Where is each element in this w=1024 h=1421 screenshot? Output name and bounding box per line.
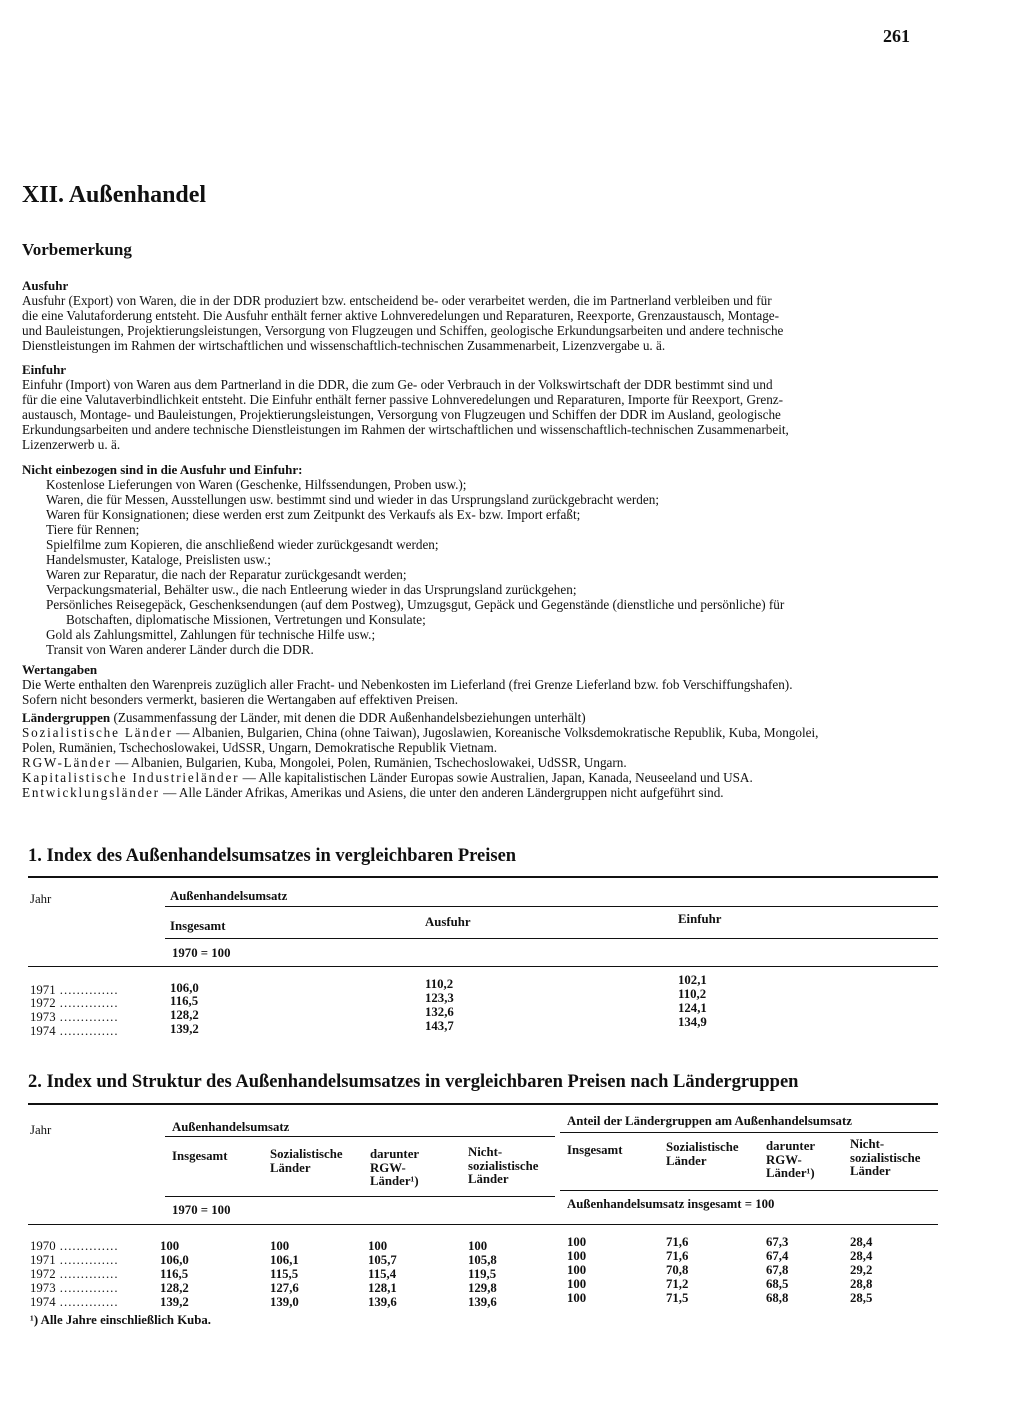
table2-header-anteil: Anteil der Ländergruppen am Außenhandelsumsatz (567, 1114, 852, 1128)
table1-header-ausfuhr: Ausfuhr (425, 915, 471, 929)
group-text: — Albanien, Bulgarien, Kuba, Mongolei, Polen, Rumänien, Tschechoslowakei, UdSSR, Ungarn. (111, 755, 627, 770)
table2-base2: Außenhandelsumsatz insgesamt = 100 (567, 1197, 775, 1211)
t2-cell-a: 106,0 (160, 1253, 189, 1267)
table1-rule (165, 938, 938, 939)
group-text: — Alle Länder Afrikas, Amerikas und Asiens, die unter den anderen Ländergruppen nicht aufgeführt sind. (159, 785, 724, 800)
t2-cell-g: 68,8 (766, 1291, 789, 1305)
laender-group (22, 740, 937, 755)
t2-cell-g: 67,8 (766, 1263, 789, 1277)
table2-base1: 1970 = 100 (172, 1203, 231, 1217)
table2-header-rgw2: darunter RGW- Länder¹) (766, 1139, 816, 1180)
ausfuhr-heading: Ausfuhr (22, 278, 69, 293)
table2-header-nicht2: Nicht- sozialistische Länder (850, 1137, 921, 1178)
year: 1974 (30, 1024, 56, 1038)
table2-header-insg2: Insgesamt (567, 1143, 623, 1157)
table2-header-insg: Insgesamt (172, 1149, 228, 1163)
wert-heading: Wertangaben (22, 662, 98, 677)
t2-cell-g: 67,4 (766, 1249, 789, 1263)
table1-rule (28, 966, 938, 967)
table1-base: 1970 = 100 (172, 946, 231, 960)
t1-ein: 134,9 (678, 1015, 707, 1029)
t2-cell-b: 100 (270, 1239, 290, 1253)
group-name: Sozialistische Länder (22, 725, 173, 740)
ausfuhr-line: und Bauleistungen, Projektierungsleistungen, Versorgung von Flugzeugen und Schiffen, geologische Erkundungsarbeiten und andere technische (22, 323, 784, 338)
table1-top-rule (28, 876, 938, 878)
group-name: RGW-Länder (22, 755, 112, 770)
table2-header-umsatz: Außenhandelsumsatz (172, 1120, 290, 1134)
nicht-item: Waren für Konsignationen; diese werden erst zum Zeitpunkt des Verkaufs als Ex- bzw. Import erfaßt; (46, 507, 581, 522)
einfuhr-line: Lizenzerwerb u. ä. (22, 437, 121, 452)
t2-cell-h: 28,8 (850, 1277, 873, 1291)
t2-cell-c: 128,1 (368, 1281, 397, 1295)
t2-cell-e: 100 (567, 1277, 587, 1291)
t2-cell-e: 100 (567, 1291, 587, 1305)
t1-aus: 110,2 (425, 977, 454, 991)
t2-cell-c: 139,6 (368, 1295, 397, 1309)
table2-footnote: ¹) Alle Jahre einschließlich Kuba. (30, 1313, 211, 1327)
t2-cell-h: 28,4 (850, 1235, 873, 1249)
nicht-item: Persönliches Reisegepäck, Geschenksendungen (auf dem Postweg), Umzugsgut, Gepäck und Gegenstände (dienstliche und persönliche) für (46, 597, 785, 612)
einfuhr-section (22, 362, 937, 452)
t2-cell-g: 68,5 (766, 1277, 789, 1291)
table1-rule (165, 906, 938, 907)
laender-group (22, 785, 937, 800)
t1-aus: 123,3 (425, 991, 454, 1005)
t2-cell-a: 116,5 (160, 1267, 189, 1281)
ausfuhr-line: Dienstleistungen im Rahmen der wirtschaftlichen und wissenschaftlich-technischen Zusammenarbeit, Lizenzvergabe u. ä. (22, 338, 666, 353)
group-text: — Albanien, Bulgarien, China (ohne Taiwan), Jugoslawien, Koreanische Volksdemokratische Republik, Kuba, Mongolei, (172, 725, 819, 740)
table1-header-insg: Insgesamt (170, 919, 226, 933)
nicht-section (22, 462, 937, 657)
table2-header-jahr: Jahr (30, 1123, 52, 1137)
t2-cell-d: 129,8 (468, 1281, 497, 1295)
t2-cell-c: 105,7 (368, 1253, 397, 1267)
year: 1971 (30, 1253, 56, 1267)
table2-row: 1970 .............. (30, 1239, 119, 1253)
nicht-item: Gold als Zahlungsmittel, Zahlungen für technische Hilfe usw.; (46, 627, 376, 642)
ausfuhr-section (22, 278, 937, 353)
wert-section (22, 662, 937, 707)
group-text: — Alle kapitalistischen Länder Europas sowie Australien, Japan, Kanada, Neuseeland und USA. (239, 770, 753, 785)
t1-insg: 106,0 (170, 981, 199, 995)
t2-cell-g: 67,3 (766, 1235, 789, 1249)
table2-rule (165, 1196, 555, 1197)
nicht-item: Botschaften, diplomatische Missionen, Vertretungen und Konsulate; (66, 612, 426, 627)
t2-cell-h: 28,4 (850, 1249, 873, 1263)
nicht-item: Waren zur Reparatur, die nach der Reparatur zurückgesandt werden; (46, 567, 407, 582)
t1-insg: 116,5 (170, 994, 199, 1008)
t1-insg: 128,2 (170, 1008, 199, 1022)
table2-rule (28, 1224, 938, 1225)
t2-cell-e: 100 (567, 1235, 587, 1249)
page-number: 261 (883, 26, 910, 46)
t2-cell-d: 100 (468, 1239, 488, 1253)
table2-header-nicht: Nicht- sozialistische Länder (468, 1145, 539, 1186)
einfuhr-line: austausch, Montage- und Bauleistungen, Projektierungsleistungen, Versorgung von Flugzeugen und Schiffen der DDR im Ausland, geologische (22, 407, 781, 422)
table1-header-umsatz: Außenhandelsumsatz (170, 889, 288, 903)
year: 1970 (30, 1239, 56, 1253)
laender-group (22, 755, 937, 770)
t2-cell-f: 71,2 (666, 1277, 689, 1291)
table2-rule (165, 1136, 555, 1137)
group-text: Polen, Rumänien, Tschechoslowakei, UdSSR, Ungarn, Demokratische Republik Vietnam. (22, 740, 498, 755)
t2-cell-c: 115,4 (368, 1267, 397, 1281)
ausfuhr-line: die eine Valutaforderung entsteht. Die Ausfuhr enthält ferner aktive Lohnveredelungen und Reparaturen, Reexporte, Grenzaustausch, Montage- (22, 308, 780, 323)
group-name: Entwicklungsländer (22, 785, 160, 800)
year: 1974 (30, 1295, 56, 1309)
nicht-heading: Nicht einbezogen sind in die Ausfuhr und Einfuhr: (22, 462, 303, 477)
nicht-item: Kostenlose Lieferungen von Waren (Geschenke, Hilfssendungen, Proben usw.); (46, 477, 467, 492)
t2-cell-h: 28,5 (850, 1291, 873, 1305)
table2-header-rgw: darunter RGW- Länder¹) (370, 1147, 420, 1188)
year: 1973 (30, 1281, 56, 1295)
nicht-item: Transit von Waren anderer Länder durch die DDR. (46, 642, 314, 657)
year: 1973 (30, 1010, 56, 1024)
t2-cell-e: 100 (567, 1249, 587, 1263)
table1-row: 1974 .............. (30, 1024, 119, 1038)
laender-group (22, 770, 937, 785)
einfuhr-line: Erkundungsarbeiten und andere technische Dienstleistungen im Rahmen der wirtschaftlichen und wissenschaftlich-technischen Zusammenarbeit, (22, 422, 789, 437)
table1-header-jahr: Jahr (30, 892, 52, 906)
table2-header-soz2: Sozialistische Länder (666, 1140, 739, 1168)
nicht-item: Verpackungsmaterial, Behälter usw., die nach Entleerung wieder in das Ursprungsland zurückgehen; (46, 582, 577, 597)
chapter-title: XII. Außenhandel (22, 182, 207, 208)
table2-row: 1974 .............. (30, 1295, 119, 1309)
table2-rule (560, 1132, 938, 1133)
nicht-item: Spielfilme zum Kopieren, die anschließend wieder zurückgesandt werden; (46, 537, 439, 552)
einfuhr-heading: Einfuhr (22, 362, 67, 377)
table1-row: 1973 .............. (30, 1010, 119, 1024)
laender-heading: Ländergruppen (22, 710, 111, 725)
t2-cell-f: 71,5 (666, 1291, 689, 1305)
year: 1971 (30, 983, 56, 997)
t2-cell-d: 119,5 (468, 1267, 497, 1281)
t1-ein: 102,1 (678, 973, 707, 987)
group-name: Kapitalistische Industrieländer (22, 770, 240, 785)
ausfuhr-line: Ausfuhr (Export) von Waren, die in der DDR produziert bzw. entscheidend be- oder verarbeitet werden, die im Partnerland verbleiben und für (22, 293, 772, 308)
table2-row: 1972 .............. (30, 1267, 119, 1281)
einfuhr-line: für die eine Valutaverbindlichkeit entsteht. Die Einfuhr enthält ferner passive Lohnveredelungen und Reparaturen, Importe für Reexport, Grenz- (22, 392, 784, 407)
t2-cell-a: 100 (160, 1239, 180, 1253)
t1-aus: 132,6 (425, 1005, 454, 1019)
nicht-item: Handelsmuster, Kataloge, Preislisten usw.; (46, 552, 271, 567)
laender-group (22, 725, 937, 740)
table1-title: 1. Index des Außenhandelsumsatzes in vergleichbaren Preisen (28, 846, 517, 866)
t2-cell-a: 139,2 (160, 1295, 189, 1309)
t2-cell-b: 127,6 (270, 1281, 299, 1295)
t2-cell-c: 100 (368, 1239, 388, 1253)
table2-top-rule (28, 1103, 938, 1105)
table1-row: 1971 .............. (30, 983, 119, 997)
t2-cell-d: 105,8 (468, 1253, 497, 1267)
t2-cell-d: 139,6 (468, 1295, 497, 1309)
laender-heading-rest: (Zusammenfassung der Länder, mit denen die DDR Außenhandelsbeziehungen unterhält) (110, 710, 586, 725)
laender-section (22, 710, 937, 800)
table2-header-soz: Sozialistische Länder (270, 1147, 343, 1175)
table1-header-einfuhr: Einfuhr (678, 912, 722, 926)
year: 1972 (30, 1267, 56, 1281)
t1-ein: 124,1 (678, 1001, 707, 1015)
year: 1972 (30, 996, 56, 1010)
t1-aus: 143,7 (425, 1019, 454, 1033)
table2-title: 2. Index und Struktur des Außenhandelsumsatzes in vergleichbaren Preisen nach Ländergruppen (28, 1072, 799, 1092)
table2-row: 1971 .............. (30, 1253, 119, 1267)
t2-cell-b: 115,5 (270, 1267, 299, 1281)
laender-heading-line (22, 710, 937, 725)
t2-cell-h: 29,2 (850, 1263, 873, 1277)
t2-cell-f: 70,8 (666, 1263, 689, 1277)
t1-insg: 139,2 (170, 1022, 199, 1036)
table2-rule (560, 1190, 938, 1191)
wert-line: Sofern nicht besonders vermerkt, basieren die Wertangaben auf effektiven Preisen. (22, 692, 459, 707)
t2-cell-b: 139,0 (270, 1295, 299, 1309)
t2-cell-b: 106,1 (270, 1253, 299, 1267)
t1-ein: 110,2 (678, 987, 707, 1001)
t2-cell-e: 100 (567, 1263, 587, 1277)
table1-row: 1972 .............. (30, 996, 119, 1010)
t2-cell-f: 71,6 (666, 1235, 689, 1249)
einfuhr-line: Einfuhr (Import) von Waren aus dem Partnerland in die DDR, die zum Ge- oder Verbrauch in der Volkswirtschaft der DDR bestimmt sind und (22, 377, 773, 392)
preface-title: Vorbemerkung (22, 240, 132, 259)
nicht-item: Tiere für Rennen; (46, 522, 140, 537)
wert-line: Die Werte enthalten den Warenpreis zuzüglich aller Fracht- und Nebenkosten im Lieferland (frei Grenze Lieferland bzw. fob Verschiffungshafen). (22, 677, 793, 692)
table2-row: 1973 .............. (30, 1281, 119, 1295)
t2-cell-a: 128,2 (160, 1281, 189, 1295)
nicht-item: Waren, die für Messen, Ausstellungen usw. bestimmt sind und wieder in das Ursprungsland zurückgebracht werden; (46, 492, 659, 507)
t2-cell-f: 71,6 (666, 1249, 689, 1263)
